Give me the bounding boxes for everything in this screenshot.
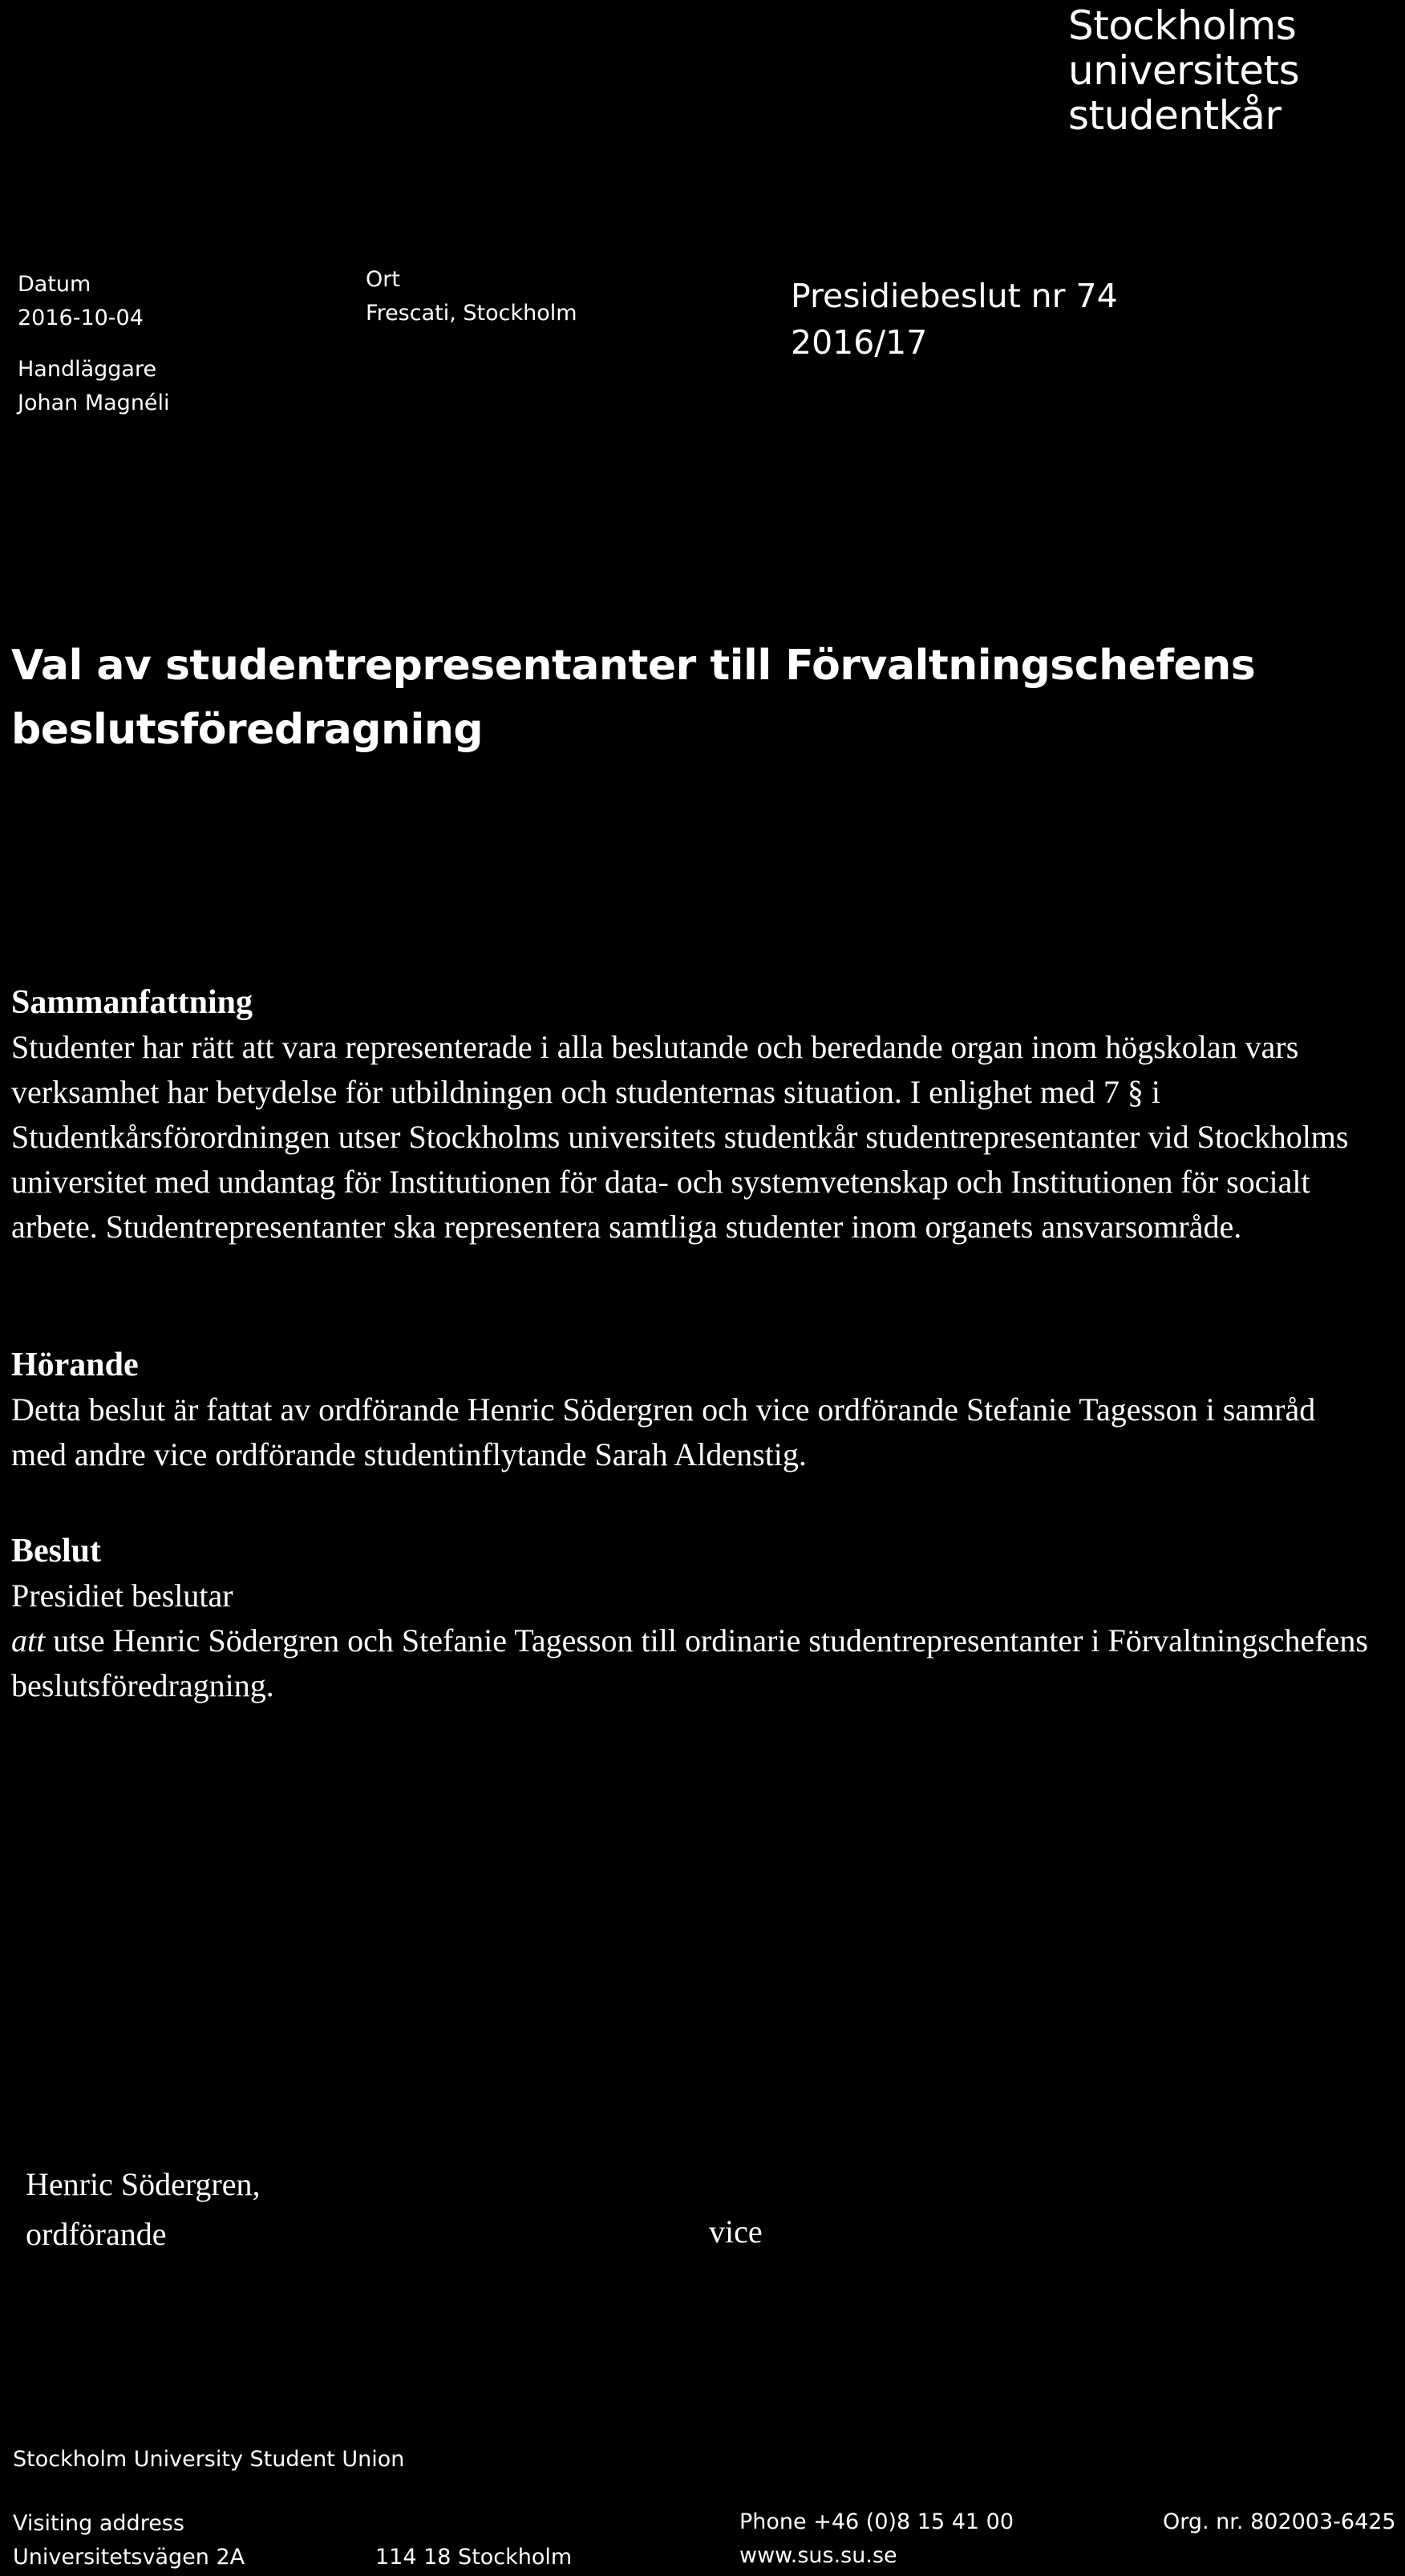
summary-heading: Sammanfattning (11, 984, 253, 1021)
signature-name: Henric Södergren, (26, 2166, 261, 2202)
decision-heading: Beslut (11, 1533, 102, 1569)
footer-postal: 114 18 Stockholm (375, 2545, 573, 2570)
signature-vice: vice (709, 2213, 763, 2250)
footer-street: Universitetsvägen 2A (13, 2545, 245, 2570)
logo-line-2: universitets (1068, 47, 1300, 94)
handler-value: Johan Magnéli (18, 391, 170, 415)
logo-line-1: Stockholms (1068, 2, 1297, 49)
decision-number-line-1: Presidiebeslut nr 74 (791, 277, 1118, 315)
date-label: Datum (18, 272, 91, 297)
decision-intro: Presidiet beslutar (11, 1578, 233, 1614)
place-label: Ort (366, 267, 400, 292)
handler-label: Handläggare (18, 357, 157, 382)
footer-org-name: Stockholm University Student Union (13, 2447, 405, 2472)
logo-line-3: studentkår (1068, 92, 1282, 139)
decision-number (791, 273, 1118, 366)
decision-text (11, 1618, 1375, 1708)
summary-section (11, 980, 1375, 1250)
date-value: 2016-10-04 (18, 306, 144, 330)
decision-body: utse Henric Södergren och Stefanie Tagesson till ordinarie studentrepresentanter i Förvaltningschefens beslutsföredragning. (11, 1622, 1368, 1703)
footer-visiting-label: Visiting address (13, 2511, 184, 2536)
hearing-section (11, 1343, 1375, 1477)
logo (1068, 3, 1357, 138)
decision-number-line-2: 2016/17 (791, 323, 928, 362)
signature-role: ordförande (26, 2216, 167, 2252)
footer-web[interactable]: www.sus.su.se (739, 2543, 897, 2568)
footer-org-nr: Org. nr. 802003-6425 (1163, 2509, 1396, 2534)
hearing-heading: Hörande (11, 1347, 139, 1383)
footer-phone: Phone +46 (0)8 15 41 00 (739, 2509, 1014, 2534)
decision-section (11, 1529, 1375, 1708)
hearing-text: Detta beslut är fattat av ordförande Henric Södergren och vice ordförande Stefanie Tagesson i samråd med andre vice ordförande studentinflytande Sarah Aldenstig. (11, 1391, 1316, 1472)
document-title: Val av studentrepresentanter till Förvaltningschefens beslutsföredragning (11, 642, 1256, 754)
summary-text: Studenter har rätt att vara representerade i alla beslutande och beredande organ inom högskolan vars verksamhet har betydelse för utbildningen och studenternas situation. I enlighet med 7 § i Studentkårsförordningen utser Stockholms universitets studentkår studentrepresentanter vid Stockholms universitet med undantag för Institutionen för data- och systemvetenskap och Institutionen för socialt arbete. Studentrepresentanter ska representera samtliga studenter inom organets ansvarsområde. (11, 1029, 1349, 1245)
place-value: Frescati, Stockholm (366, 301, 577, 326)
decision-att-word: att (11, 1622, 46, 1659)
